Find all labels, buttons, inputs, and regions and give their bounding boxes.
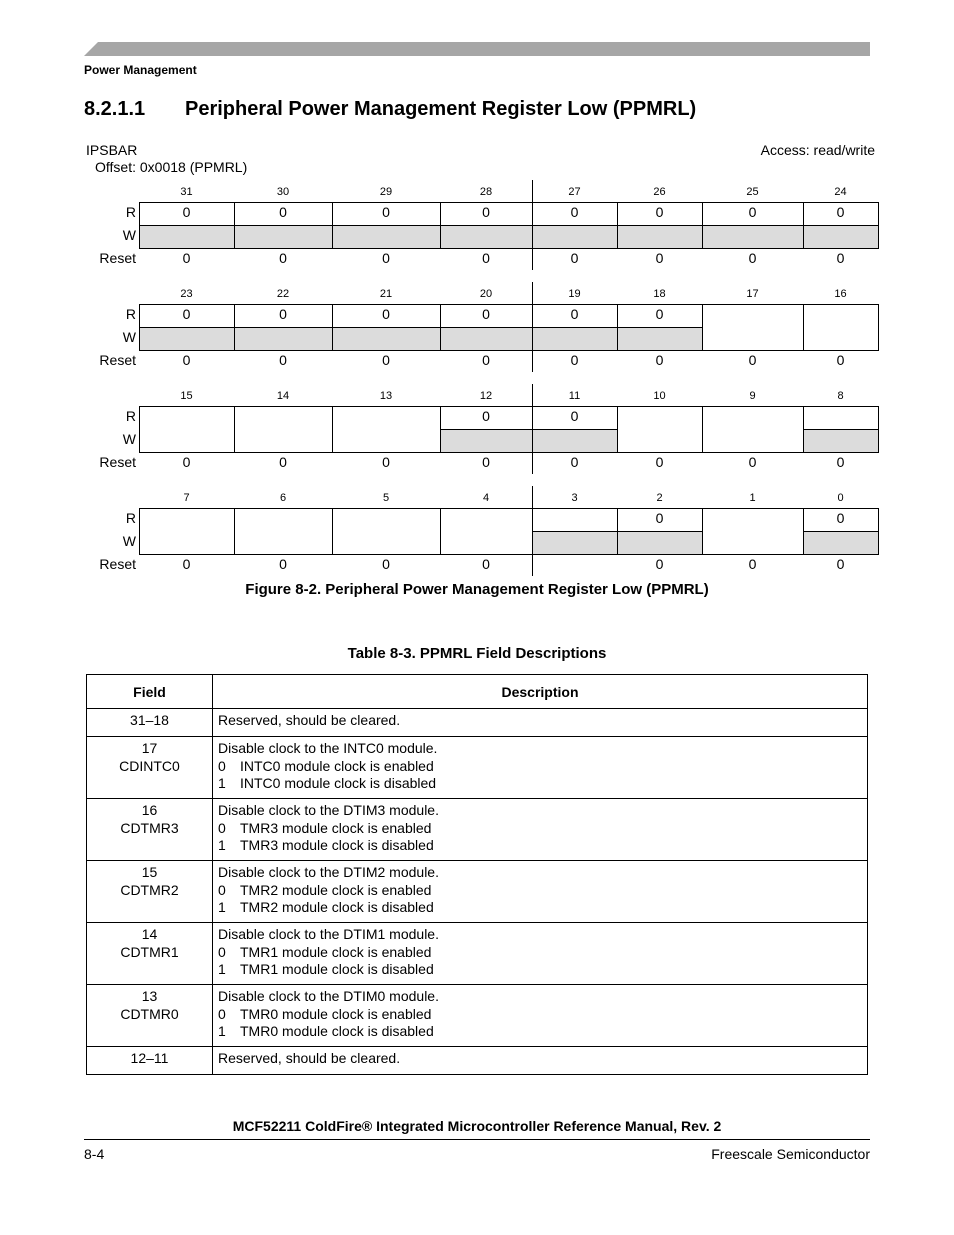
bit-number: 0 <box>837 492 844 504</box>
running-head: Power Management <box>84 63 197 77</box>
read-write-divider <box>532 531 617 532</box>
field-bits: 15 <box>141 864 158 880</box>
bit-value: 0 <box>218 943 226 960</box>
bit-meaning: TMR0 module clock is enabled <box>240 1005 432 1022</box>
read-value: 0 <box>279 204 287 220</box>
bit-number: 28 <box>479 186 493 198</box>
bit-value: 1 <box>218 1023 226 1039</box>
reserved-write-shade <box>618 328 702 350</box>
read-write-divider <box>803 225 878 226</box>
reset-value: 0 <box>182 454 191 470</box>
register-access-label: Access: read/write <box>760 142 875 158</box>
field-cell <box>87 737 213 799</box>
description-cell <box>213 923 868 985</box>
bit-number: 5 <box>382 492 390 504</box>
bit-value: 1 <box>218 775 226 791</box>
table-row <box>87 923 868 985</box>
reset-value: 0 <box>482 352 490 368</box>
read-write-divider <box>234 225 332 226</box>
bit-value: 0 <box>218 819 226 836</box>
read-value: 0 <box>748 204 757 220</box>
reset-value: 0 <box>655 352 664 368</box>
bit-number: 27 <box>568 186 581 198</box>
table-row <box>87 1047 868 1075</box>
figure-caption: Figure 8-2. Peripheral Power Management Register Low (PPMRL) <box>245 581 709 598</box>
read-write-divider <box>332 327 440 328</box>
table-caption: Table 8-3. PPMRL Field Descriptions <box>347 645 607 662</box>
read-value: 0 <box>655 204 664 220</box>
field-bits: 12–11 <box>130 1050 169 1066</box>
bit-number: 25 <box>746 186 759 198</box>
read-value: 0 <box>482 306 490 322</box>
read-row-label: R <box>125 510 136 526</box>
table-row <box>87 799 868 861</box>
bit-number: 24 <box>834 186 847 198</box>
field-description-table <box>86 674 868 1075</box>
reserved-write-shade <box>618 226 702 248</box>
read-write-divider <box>532 327 617 328</box>
field-name: CDTMR2 <box>120 881 179 898</box>
bit-cell <box>332 508 441 555</box>
reserved-write-shade <box>804 430 878 452</box>
reset-value: 0 <box>482 250 490 266</box>
bit-cell <box>440 508 533 555</box>
read-value: 0 <box>836 510 845 526</box>
reserved-write-shade <box>441 430 532 452</box>
reserved-write-shade <box>618 532 702 554</box>
table-row <box>87 861 868 923</box>
description-cell <box>213 799 868 861</box>
bit-cell <box>139 406 235 453</box>
read-value: 0 <box>570 408 579 424</box>
bit-number: 14 <box>276 390 290 402</box>
reserved-write-shade <box>533 328 617 350</box>
read-value: 0 <box>570 306 579 322</box>
description-text: Reserved, should be cleared. <box>218 1050 401 1066</box>
field-bits: 16 <box>141 802 158 818</box>
bit-value-line <box>218 775 867 793</box>
read-value: 0 <box>382 306 390 322</box>
bit-cell <box>234 508 333 555</box>
reserved-write-shade <box>441 328 532 350</box>
bit-value: 0 <box>218 757 226 774</box>
write-row-label: W <box>122 329 136 345</box>
bit-cell <box>234 406 333 453</box>
bit-cell <box>617 406 703 453</box>
reset-value: 0 <box>382 454 390 470</box>
read-write-divider <box>617 225 702 226</box>
register-offset-label: Offset: 0x0018 (PPMRL) <box>95 159 248 175</box>
bit-cell <box>139 508 235 555</box>
read-value: 0 <box>382 204 390 220</box>
bit-value-line <box>218 820 867 838</box>
reset-value: 0 <box>655 250 664 266</box>
field-cell <box>87 1047 213 1075</box>
reserved-write-shade <box>441 226 532 248</box>
read-write-divider <box>234 327 332 328</box>
reserved-write-shade <box>533 226 617 248</box>
publisher: Freescale Semiconductor <box>711 1146 870 1162</box>
reset-value: 0 <box>836 454 845 470</box>
bit-value-line <box>218 837 867 855</box>
reset-value: 0 <box>279 250 287 266</box>
read-value: 0 <box>182 204 191 220</box>
field-name: CDTMR1 <box>120 943 179 960</box>
reset-value: 0 <box>836 556 845 572</box>
bit-meaning: INTC0 module clock is disabled <box>240 775 437 791</box>
read-write-divider <box>139 225 234 226</box>
reset-value: 0 <box>482 556 490 572</box>
field-name: CDINTC0 <box>119 757 180 774</box>
reset-value: 0 <box>748 454 757 470</box>
table-row <box>87 737 868 799</box>
bit-number: 26 <box>653 186 666 198</box>
bit-value: 1 <box>218 837 226 853</box>
bit-value: 1 <box>218 961 226 977</box>
bit-value-line <box>218 1006 867 1024</box>
table-header-row <box>87 675 868 709</box>
table-row <box>87 709 868 737</box>
bit-number: 23 <box>180 288 193 300</box>
read-row-label: R <box>125 204 136 220</box>
reset-value: 0 <box>182 352 191 368</box>
read-write-divider <box>617 531 702 532</box>
read-write-divider <box>803 531 878 532</box>
reset-row-label: Reset <box>99 454 136 470</box>
reset-value: 0 <box>655 454 664 470</box>
read-row-label: R <box>125 306 136 322</box>
bit-number: 6 <box>279 492 287 504</box>
read-value: 0 <box>836 204 845 220</box>
page-number: 8-4 <box>84 1146 105 1162</box>
bit-number: 8 <box>837 390 844 402</box>
reset-value: 0 <box>279 556 287 572</box>
reset-value: 0 <box>655 556 664 572</box>
bit-meaning: TMR3 module clock is disabled <box>240 837 434 853</box>
read-write-divider <box>532 225 617 226</box>
write-row-label: W <box>122 227 136 243</box>
bit-number: 18 <box>653 288 666 300</box>
table-header-description: Description <box>213 675 868 709</box>
description-cell <box>213 709 868 737</box>
reserved-write-shade <box>533 532 617 554</box>
bit-value: 1 <box>218 899 226 915</box>
field-cell <box>87 923 213 985</box>
header-bar <box>84 42 870 56</box>
bit-meaning: TMR2 module clock is disabled <box>240 899 434 915</box>
bit-value-line <box>218 961 867 979</box>
bit-value-line <box>218 758 867 776</box>
reset-value: 0 <box>836 352 845 368</box>
reset-value: 0 <box>570 250 579 266</box>
table-row <box>87 985 868 1047</box>
bit-value-line <box>218 944 867 962</box>
bit-meaning: TMR1 module clock is enabled <box>240 943 432 960</box>
bit-number: 22 <box>276 288 290 300</box>
bit-number: 21 <box>379 288 393 300</box>
bit-number: 1 <box>749 492 756 504</box>
description-cell <box>213 1047 868 1075</box>
bit-number: 7 <box>183 492 190 504</box>
reset-value: 0 <box>382 556 390 572</box>
field-cell <box>87 985 213 1047</box>
reset-value: 0 <box>836 250 845 266</box>
reserved-write-shade <box>140 226 234 248</box>
reserved-write-shade <box>235 226 332 248</box>
field-name: CDTMR0 <box>120 1005 179 1022</box>
description-text: Disable clock to the DTIM2 module. <box>218 864 439 880</box>
bit-number: 17 <box>746 288 759 300</box>
bit-number: 9 <box>749 390 756 402</box>
bit-number: 3 <box>571 492 578 504</box>
read-write-divider <box>440 429 532 430</box>
read-write-divider <box>803 429 878 430</box>
read-write-divider <box>440 327 532 328</box>
section-heading <box>84 98 696 121</box>
reset-value: 0 <box>748 352 757 368</box>
bit-value-line <box>218 899 867 917</box>
description-text: Reserved, should be cleared. <box>218 712 401 728</box>
description-text: Disable clock to the DTIM3 module. <box>218 802 439 818</box>
register-base-label: IPSBAR <box>86 142 138 158</box>
reserved-write-shade <box>235 328 332 350</box>
bit-value-line <box>218 882 867 900</box>
bit-cell <box>702 508 804 555</box>
bit-number: 15 <box>180 390 193 402</box>
bit-number: 30 <box>276 186 290 198</box>
reset-value: 0 <box>279 352 287 368</box>
read-write-divider <box>702 225 803 226</box>
field-bits: 17 <box>141 740 158 756</box>
reserved-write-shade <box>703 226 803 248</box>
field-cell <box>87 799 213 861</box>
bit-number: 20 <box>479 288 493 300</box>
read-write-divider <box>440 225 532 226</box>
section-number: 8.2.1.1 <box>84 98 146 120</box>
section-title: Peripheral Power Management Register Low (PPMRL) <box>185 98 697 120</box>
write-row-label: W <box>122 533 136 549</box>
description-text: Disable clock to the DTIM0 module. <box>218 988 439 1004</box>
read-value: 0 <box>482 408 490 424</box>
footer-rule <box>84 1139 870 1140</box>
read-write-divider <box>532 429 617 430</box>
bit-meaning: INTC0 module clock is enabled <box>240 757 434 774</box>
reset-value: 0 <box>182 556 191 572</box>
footer-title: MCF52211 ColdFire® Integrated Microcontroller Reference Manual, Rev. 2 <box>232 1118 722 1134</box>
read-value: 0 <box>570 204 579 220</box>
table-header-field: Field <box>87 675 213 709</box>
description-text: Disable clock to the INTC0 module. <box>218 740 438 756</box>
reserved-write-shade <box>333 226 440 248</box>
description-text: Disable clock to the DTIM1 module. <box>218 926 439 942</box>
read-value: 0 <box>279 306 287 322</box>
bit-meaning: TMR1 module clock is disabled <box>240 961 434 977</box>
table-body <box>87 709 868 1075</box>
bit-cell <box>803 304 879 351</box>
read-row-label: R <box>125 408 136 424</box>
reset-value: 0 <box>182 250 191 266</box>
bit-number: 2 <box>656 492 663 504</box>
reset-value: 0 <box>279 454 287 470</box>
reset-row-label: Reset <box>99 556 136 572</box>
reset-value: 0 <box>382 250 390 266</box>
read-value: 0 <box>655 510 664 526</box>
field-bits: 31–18 <box>130 712 169 728</box>
bit-value: 0 <box>218 881 226 898</box>
reset-row-label: Reset <box>99 250 136 266</box>
bit-number: 31 <box>180 186 193 198</box>
reserved-write-shade <box>804 226 878 248</box>
read-value: 0 <box>482 204 490 220</box>
bit-number: 4 <box>482 492 490 504</box>
field-cell <box>87 709 213 737</box>
reserved-write-shade <box>804 532 878 554</box>
bit-number: 19 <box>568 288 581 300</box>
bit-cell <box>332 406 441 453</box>
reserved-write-shade <box>533 430 617 452</box>
bit-cell <box>702 406 804 453</box>
reset-value: 0 <box>482 454 490 470</box>
read-write-divider <box>332 225 440 226</box>
bit-value-line <box>218 1023 867 1041</box>
reset-value: 0 <box>748 250 757 266</box>
reserved-write-shade <box>140 328 234 350</box>
reset-value: 0 <box>570 454 579 470</box>
read-write-divider <box>617 327 702 328</box>
read-value: 0 <box>655 306 664 322</box>
reset-value: 0 <box>748 556 757 572</box>
field-bits: 13 <box>141 988 158 1004</box>
write-row-label: W <box>122 431 136 447</box>
field-name: CDTMR3 <box>120 819 179 836</box>
bit-meaning: TMR0 module clock is disabled <box>240 1023 434 1039</box>
bit-number: 29 <box>379 186 393 198</box>
bit-value: 0 <box>218 1005 226 1022</box>
reset-row-label: Reset <box>99 352 136 368</box>
bit-meaning: TMR2 module clock is enabled <box>240 881 432 898</box>
bit-number: 13 <box>379 390 393 402</box>
reset-value: 0 <box>570 352 579 368</box>
description-cell <box>213 861 868 923</box>
bit-number: 11 <box>568 390 581 402</box>
bit-number: 12 <box>479 390 493 402</box>
description-cell <box>213 985 868 1047</box>
description-cell <box>213 737 868 799</box>
read-value: 0 <box>182 306 191 322</box>
bit-cell <box>702 304 804 351</box>
field-cell <box>87 861 213 923</box>
bit-meaning: TMR3 module clock is enabled <box>240 819 432 836</box>
bit-number: 10 <box>653 390 666 402</box>
read-write-divider <box>139 327 234 328</box>
bit-number: 16 <box>834 288 847 300</box>
reserved-write-shade <box>333 328 440 350</box>
field-bits: 14 <box>141 926 158 942</box>
reset-value: 0 <box>382 352 390 368</box>
